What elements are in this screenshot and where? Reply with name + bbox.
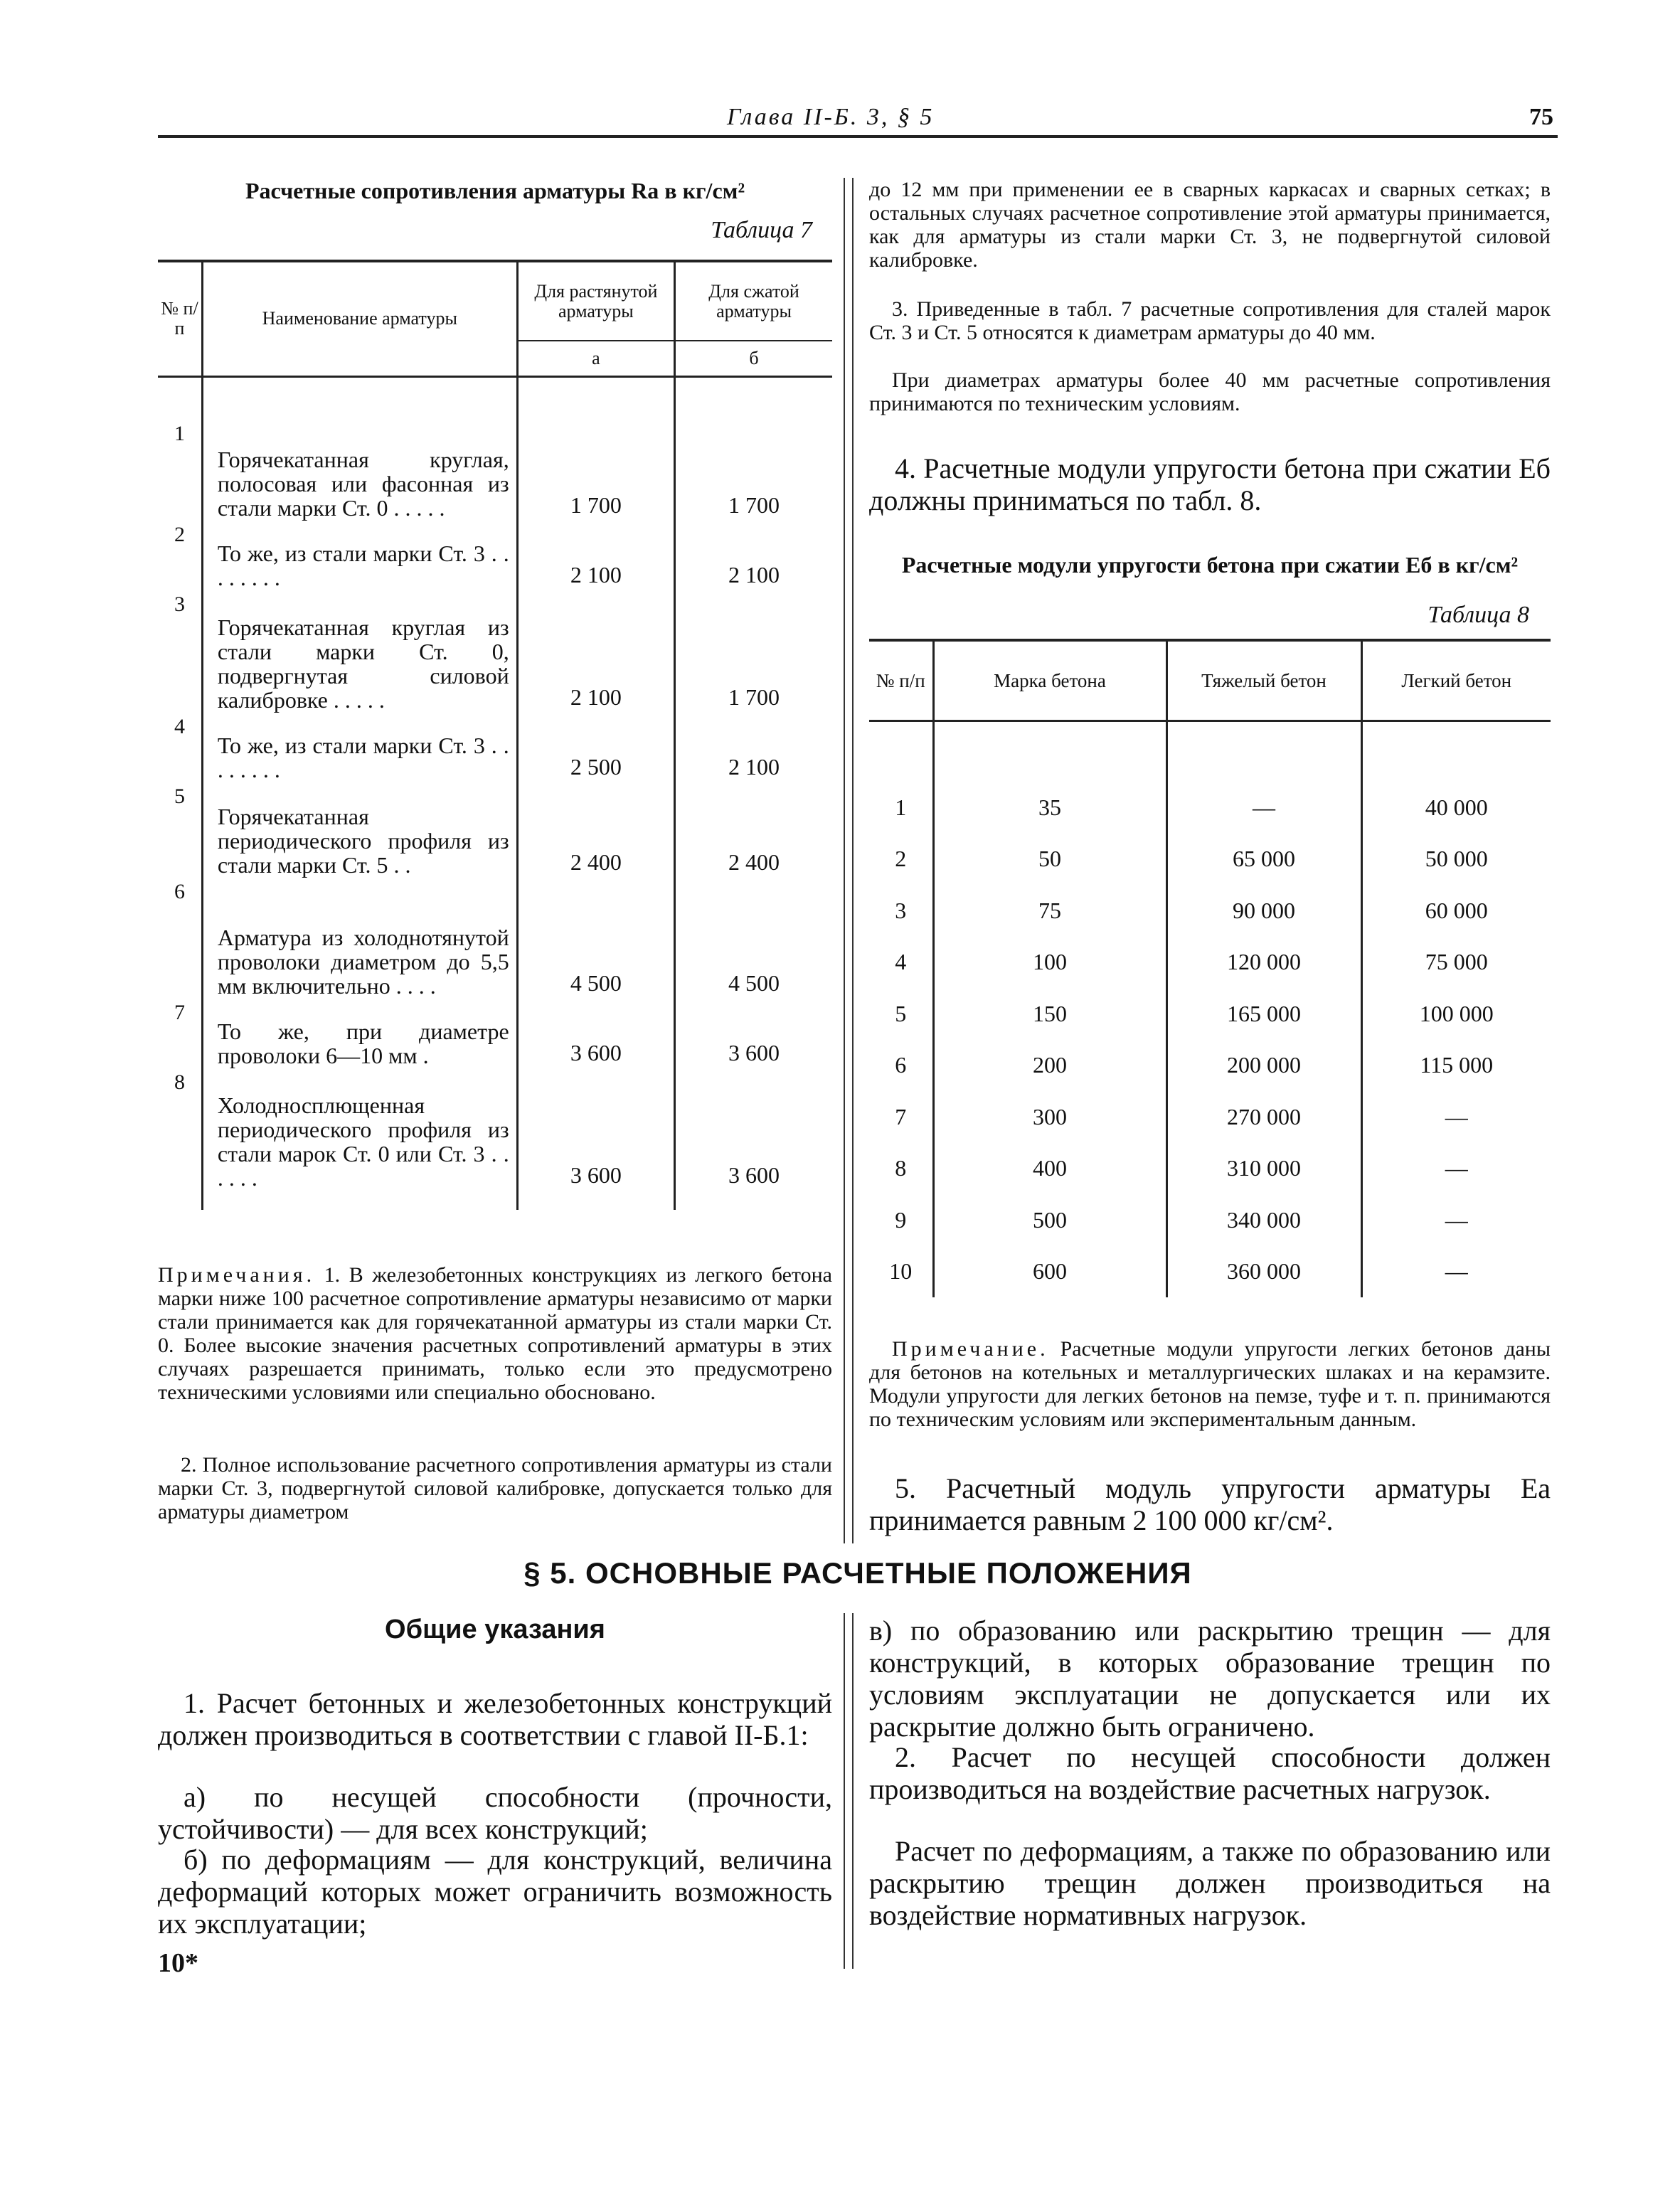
t8-row-grade: 100 <box>933 937 1166 989</box>
t8-row-heavy: 120 000 <box>1166 937 1361 989</box>
column-divider-top <box>844 178 854 1543</box>
t8-row-grade: 75 <box>933 885 1166 937</box>
t8-row-light: — <box>1361 1143 1551 1195</box>
t7-row-a: 2 100 <box>517 520 674 590</box>
t8-row-light: — <box>1361 1246 1551 1298</box>
t8-header-num: № п/п <box>869 640 933 721</box>
table8-label: Таблица 8 <box>1428 602 1529 628</box>
t8-row-light: 50 000 <box>1361 834 1551 886</box>
t7-row-num: 3 <box>174 592 185 616</box>
t7-row-name: То же, из стали марки Ст. 3 . . . . . . . . <box>202 712 517 782</box>
t8-row-light: 100 000 <box>1361 988 1551 1040</box>
t8-row-num: 3 <box>895 897 907 923</box>
t7-row-b: 2 100 <box>675 520 832 590</box>
notes-word: Примечания. <box>158 1263 316 1287</box>
note1-text: 1. В железобетонных конструкциях из легкого бетона марки ниже 100 расчетное сопротивление арматуры независимо от марки стали принимается как для горячекатанной арматуры из стали марки Ст. 0. Более высокие значения расчетных сопротивлений арматуры в этих случаях разрешается принимать, только если это предусмотрено техническими условиями или специально обосновано. <box>158 1263 832 1404</box>
page-number: 75 <box>1529 104 1553 130</box>
table-row <box>869 834 1551 886</box>
section-subtitle: Общие указания <box>385 1615 605 1644</box>
t8-row-heavy: 270 000 <box>1166 1091 1361 1143</box>
note3b: При диаметрах арматуры более 40 мм расчетные сопротивления принимаются по техническим условиям. <box>869 368 1551 415</box>
t8-row-grade: 400 <box>933 1143 1166 1195</box>
table7-note1 <box>158 1263 832 1404</box>
t8-row-heavy: 165 000 <box>1166 988 1361 1040</box>
table-row <box>869 1246 1551 1298</box>
table-row <box>158 520 832 590</box>
t7-row-num: 6 <box>174 880 185 903</box>
t8-row-light: — <box>1361 1091 1551 1143</box>
note-word: Примечание. <box>892 1337 1049 1361</box>
section-title: § 5. ОСНОВНЫЕ РАСЧЕТНЫЕ ПОЛОЖЕНИЯ <box>523 1556 1192 1590</box>
table-row <box>158 712 832 782</box>
t7-header-num: № п/п <box>158 261 202 376</box>
t7-row-b: 1 700 <box>675 419 832 520</box>
t7-row-name: То же, из стали марки Ст. 3 . . . . . . . . <box>202 520 517 590</box>
t7-row-a: 2 500 <box>517 712 674 782</box>
t7-row-b: 2 100 <box>675 712 832 782</box>
table-row <box>158 782 832 877</box>
table-row <box>158 419 832 520</box>
table-row <box>869 1091 1551 1143</box>
section-p2: 2. Расчет по несущей способности должен производиться на воздействие расчетных нагрузок. <box>869 1741 1551 1805</box>
section-p1: 1. Расчет бетонных и железобетонных конструкций должен производиться в соответствии с главой II-Б.1: <box>158 1687 832 1751</box>
section-pb: б) по деформациям — для конструкций, величина деформаций которых может ограничить возможность их эксплуатации; <box>158 1844 832 1940</box>
table-row <box>869 988 1551 1040</box>
t7-sub-b: б <box>675 341 832 376</box>
t8-row-grade: 300 <box>933 1091 1166 1143</box>
t8-header-light: Легкий бетон <box>1361 640 1551 721</box>
t8-row-heavy: 200 000 <box>1166 1040 1361 1092</box>
table-row <box>158 1068 832 1190</box>
t7-row-b: 1 700 <box>675 590 832 712</box>
t7-row-name: Горячекатанная круглая, полосовая или фасонная из стали марки Ст. 0 . . . . . <box>202 419 517 520</box>
table-row <box>158 877 832 998</box>
signature-mark: 10* <box>158 1948 198 1978</box>
t8-row-heavy: 65 000 <box>1166 834 1361 886</box>
t8-row-grade: 600 <box>933 1246 1166 1298</box>
t7-sub-a: а <box>517 341 674 376</box>
t8-row-num: 1 <box>895 794 907 820</box>
table-8 <box>869 639 1551 1297</box>
table7-caption: Расчетные сопротивления арматуры Ra в кг/см² <box>245 178 745 203</box>
t7-row-name: То же, при диаметре проволоки 6—10 мм . <box>202 998 517 1068</box>
t8-row-heavy: 360 000 <box>1166 1246 1361 1298</box>
section-pv: в) по образованию или раскрытию трещин — для конструкций, в которых образование трещин по условиям эксплуатации не допускается или их раскрытие должно быть ограничено. <box>869 1615 1551 1743</box>
note3: 3. Приведенные в табл. 7 расчетные сопротивления для сталей марок Ст. 3 и Ст. 5 относятся к диаметрам арматуры до 40 мм. <box>869 297 1551 344</box>
t8-row-light: 115 000 <box>1361 1040 1551 1092</box>
t8-row-num: 6 <box>895 1052 907 1078</box>
t7-row-a: 3 600 <box>517 1068 674 1190</box>
t7-row-b: 2 400 <box>675 782 832 877</box>
t7-row-a: 4 500 <box>517 877 674 998</box>
table8-note <box>869 1337 1551 1431</box>
table-row <box>869 937 1551 989</box>
t7-row-name: Горячекатанная круглая из стали марки Ст. 0, подвергнутая силовой калибровке . . . . . <box>202 590 517 712</box>
t8-row-grade: 35 <box>933 782 1166 834</box>
note2-continued: до 12 мм при применении ее в сварных каркасах и сварных сетках; в остальных случаях расчетное сопротивление этой арматуры принимается, как для арматуры из стали марки Ст. 3, не подвергнутой силовой калибровке. <box>869 178 1551 272</box>
t7-row-num: 1 <box>174 422 185 445</box>
table-row <box>869 1143 1551 1195</box>
t8-row-num: 9 <box>895 1206 907 1233</box>
t7-header-b: Для сжатой арматуры <box>675 261 832 341</box>
table-row <box>158 590 832 712</box>
paragraph-4: 4. Расчетные модули упругости бетона при сжатии Еб должны приниматься по табл. 8. <box>869 452 1551 516</box>
table-row <box>869 1194 1551 1246</box>
t7-row-name: Арматура из холоднотянутой проволоки диаметром до 5,5 мм включительно . . . . <box>202 877 517 998</box>
t7-header-a: Для растянутой арматуры <box>517 261 674 341</box>
t8-row-num: 2 <box>895 846 907 872</box>
t8-row-light: 60 000 <box>1361 885 1551 937</box>
table7-note2: 2. Полное использование расчетного сопротивления арматуры из стали марки Ст. 3, подвергнутой силовой калибровке, допускается только для арматуры диаметром <box>158 1453 832 1524</box>
table-row <box>869 885 1551 937</box>
t8-row-grade: 50 <box>933 834 1166 886</box>
t7-row-num: 8 <box>174 1070 185 1094</box>
t8-row-num: 8 <box>895 1155 907 1181</box>
t7-row-a: 1 700 <box>517 419 674 520</box>
t7-row-num: 4 <box>174 715 185 738</box>
t7-row-a: 3 600 <box>517 998 674 1068</box>
column-divider-bottom <box>844 1613 854 1969</box>
table-row <box>869 782 1551 834</box>
t8-row-light: 75 000 <box>1361 937 1551 989</box>
section-p3: Расчет по деформациям, а также по образованию или раскрытию трещин должен производиться на воздействие нормативных нагрузок. <box>869 1835 1551 1931</box>
paragraph-5: 5. Расчетный модуль упругости арматуры Еа принимается равным 2 100 000 кг/см². <box>869 1472 1551 1536</box>
t8-header-heavy: Тяжелый бетон <box>1166 640 1361 721</box>
t8-row-heavy: 90 000 <box>1166 885 1361 937</box>
table8-note-text: Расчетные модули упругости легких бетонов даны для бетонов на котельных и металлургических шлаках и на керамзите. Модули упругости для легких бетонов на пемзе, туфе и т. п. принимаются по техническим условиям или экспериментальным данным. <box>869 1337 1551 1431</box>
section-pa: а) по несущей способности (прочности, устойчивости) — для всех конструкций; <box>158 1781 832 1845</box>
t7-row-name: Горячекатанная периодического профиля из стали марки Ст. 5 . . <box>202 782 517 877</box>
t7-row-num: 7 <box>174 1001 185 1024</box>
t7-row-name: Холодносплющенная периодического профиля из стали марок Ст. 0 или Ст. 3 . . . . . . <box>202 1068 517 1190</box>
t7-row-b: 4 500 <box>675 877 832 998</box>
t7-row-b: 3 600 <box>675 998 832 1068</box>
t8-row-heavy: — <box>1166 782 1361 834</box>
table-7 <box>158 260 832 1210</box>
t7-row-a: 2 400 <box>517 782 674 877</box>
t8-row-num: 7 <box>895 1103 907 1129</box>
chapter-ref: Глава II-Б. 3, § 5 <box>727 104 935 130</box>
table7-label: Таблица 7 <box>711 217 812 243</box>
t8-row-grade: 500 <box>933 1194 1166 1246</box>
t7-header-name: Наименование арматуры <box>202 261 517 376</box>
table-row <box>869 1040 1551 1092</box>
t8-row-heavy: 340 000 <box>1166 1194 1361 1246</box>
t8-row-heavy: 310 000 <box>1166 1143 1361 1195</box>
t8-row-num: 10 <box>889 1258 913 1285</box>
t7-row-num: 5 <box>174 785 185 808</box>
t8-row-grade: 150 <box>933 988 1166 1040</box>
table8-caption: Расчетные модули упругости бетона при сжатии Еб в кг/см² <box>901 552 1519 578</box>
t8-row-num: 5 <box>895 1000 907 1026</box>
t8-row-light: — <box>1361 1194 1551 1246</box>
t8-row-num: 4 <box>895 949 907 975</box>
running-header <box>158 104 1558 138</box>
t7-row-b: 3 600 <box>675 1068 832 1190</box>
t7-row-num: 2 <box>174 523 185 546</box>
table-row <box>158 998 832 1068</box>
t8-header-grade: Марка бетона <box>933 640 1166 721</box>
t8-row-light: 40 000 <box>1361 782 1551 834</box>
t7-row-a: 2 100 <box>517 590 674 712</box>
t8-row-grade: 200 <box>933 1040 1166 1092</box>
